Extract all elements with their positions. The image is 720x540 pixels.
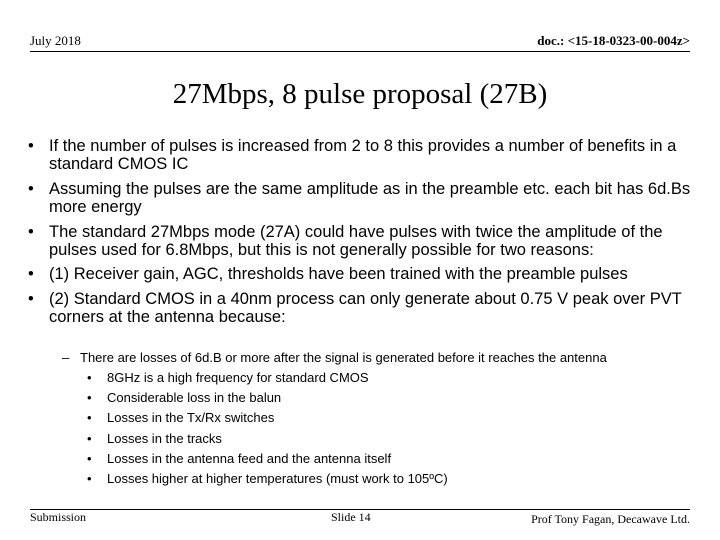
bullet-dot-icon: • bbox=[28, 137, 34, 155]
bullet-dot-icon: • bbox=[87, 470, 92, 486]
bullet-text: Assuming the pulses are the same amplitude as in the preamble etc. each bit has 6d.Bs more energy bbox=[49, 179, 691, 217]
bullet-text: (2) Standard CMOS in a 40nm process can only generate about 0.75 V peak over PVT corners at the antenna because: bbox=[49, 289, 682, 327]
sub-sub-bullet-item bbox=[87, 410, 448, 426]
footer-author: Prof Tony Fagan, Decawave Ltd. bbox=[531, 512, 690, 526]
bullet-dot-icon: • bbox=[28, 222, 34, 241]
dash-icon: – bbox=[62, 350, 70, 365]
bullet-text: (1) Receiver gain, AGC, thresholds have been trained with the preamble pulses bbox=[49, 265, 628, 284]
sub-sub-bullet-list bbox=[87, 370, 448, 491]
bullet-item bbox=[28, 265, 698, 283]
bullet-text: The standard 27Mbps mode (27A) could have pulses with twice the amplitude of the pulses used for 6.8Mbps, but this is not generally possible for two reasons: bbox=[49, 222, 663, 260]
bullet-dot-icon: • bbox=[28, 265, 34, 284]
sub-sub-bullet-item bbox=[87, 431, 448, 447]
footer-slide-number: Slide 14 bbox=[331, 510, 371, 524]
bullet-item bbox=[28, 137, 698, 174]
sub-sub-bullet-text: 8GHz is a high frequency for standard CMOS bbox=[107, 370, 369, 385]
bullet-dot-icon: • bbox=[87, 410, 92, 426]
footer-submission: Submission bbox=[30, 510, 87, 524]
sub-sub-bullet-text: Losses higher at higher temperatures (must work to 105ºC) bbox=[107, 470, 448, 486]
bullet-dot-icon: • bbox=[87, 370, 92, 385]
bullet-dot-icon: • bbox=[28, 179, 34, 198]
bullet-dot-icon: • bbox=[87, 450, 92, 466]
sub-bullet-text: There are losses of 6d.B or more after the signal is generated before it reaches the antenna bbox=[80, 350, 607, 365]
sub-sub-bullet-item bbox=[87, 390, 448, 406]
sub-sub-bullet-item bbox=[87, 451, 448, 467]
header-doc-id: doc.: <15-18-0323-00-004z> bbox=[537, 33, 690, 48]
sub-sub-bullet-item bbox=[87, 370, 448, 386]
bullet-item bbox=[28, 180, 698, 217]
sub-sub-bullet-text: Losses in the antenna feed and the antenna itself bbox=[107, 450, 392, 466]
bullet-item bbox=[28, 290, 698, 327]
bullet-dot-icon: • bbox=[28, 289, 34, 308]
sub-sub-bullet-text: Losses in the Tx/Rx switches bbox=[107, 410, 275, 426]
bullet-item bbox=[28, 223, 698, 260]
header-divider bbox=[30, 51, 690, 52]
sub-sub-bullet-text: Considerable loss in the balun bbox=[107, 390, 282, 406]
bullet-dot-icon: • bbox=[87, 430, 92, 446]
sub-sub-bullet-text: Losses in the tracks bbox=[107, 430, 222, 446]
bullet-list bbox=[28, 137, 698, 333]
bullet-text: If the number of pulses is increased from 2 to 8 this provides a number of benefits in a standard CMOS IC bbox=[49, 137, 677, 174]
sub-sub-bullet-item bbox=[87, 471, 448, 487]
sub-bullet bbox=[62, 350, 607, 366]
header-date: July 2018 bbox=[30, 33, 81, 48]
slide-title: 27Mbps, 8 pulse proposal (27B) bbox=[172, 78, 548, 110]
bullet-dot-icon: • bbox=[87, 390, 92, 406]
